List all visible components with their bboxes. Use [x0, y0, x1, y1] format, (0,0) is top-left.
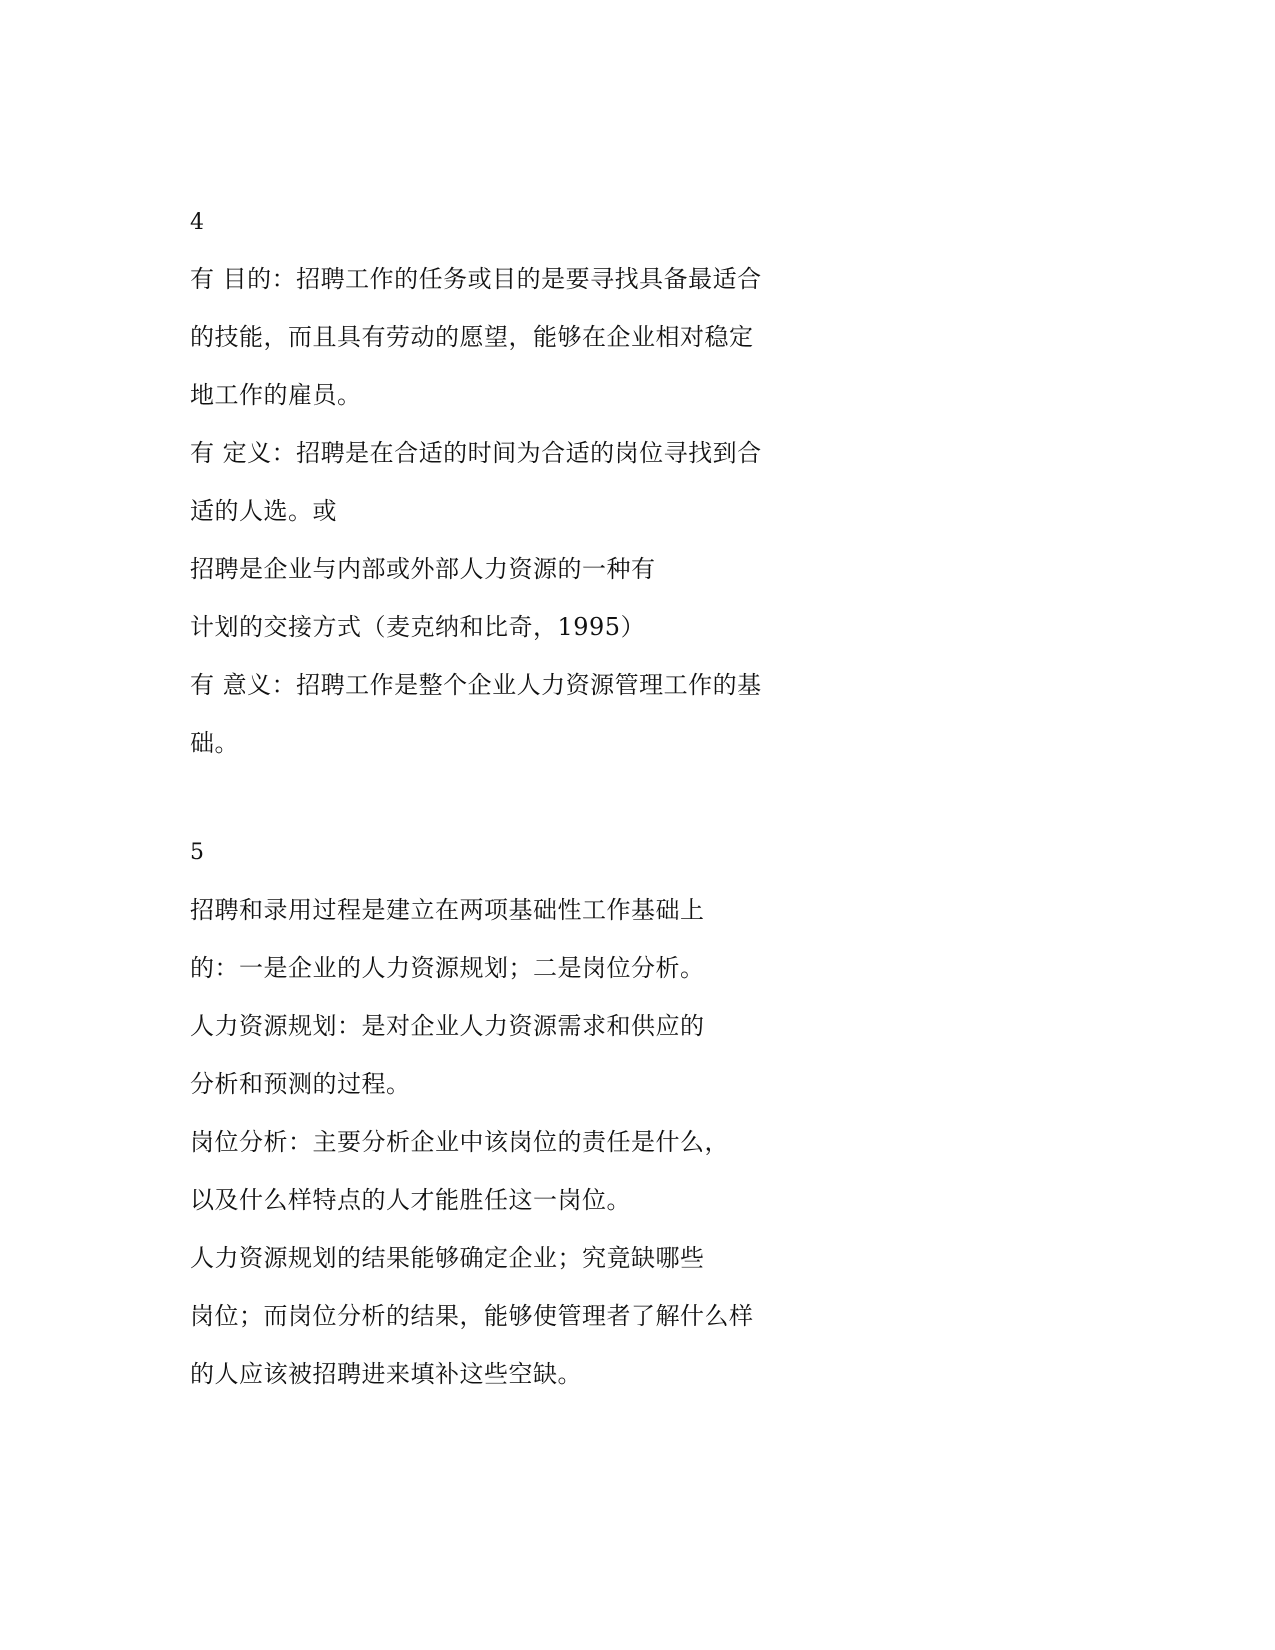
text-line: 计划的交接方式（麦克纳和比奇，1995）	[190, 613, 646, 641]
section-number: 4	[190, 210, 205, 235]
text-line: 有 目的：招聘工作的任务或目的是要寻找具备最适合	[190, 265, 762, 293]
text-line: 地工作的雇员。	[190, 381, 362, 409]
text-line: 有 定义：招聘是在合适的时间为合适的岗位寻找到合	[190, 439, 762, 467]
text-line: 的人应该被招聘进来填补这些空缺。	[190, 1360, 582, 1388]
text-line: 分析和预测的过程。	[190, 1070, 411, 1098]
text-line: 的：一是企业的人力资源规划；二是岗位分析。	[190, 954, 705, 982]
text-line: 岗位分析：主要分析企业中该岗位的责任是什么，	[190, 1128, 729, 1156]
text-line: 人力资源规划的结果能够确定企业；究竟缺哪些	[190, 1244, 705, 1272]
text-line: 招聘是企业与内部或外部人力资源的一种有	[190, 555, 656, 583]
text-line: 的技能，而且具有劳动的愿望，能够在企业相对稳定	[190, 323, 754, 351]
text-line: 岗位；而岗位分析的结果，能够使管理者了解什么样	[190, 1302, 754, 1330]
text-line: 以及什么样特点的人才能胜任这一岗位。	[190, 1186, 631, 1214]
text-line: 础。	[190, 729, 239, 757]
text-line: 招聘和录用过程是建立在两项基础性工作基础上	[190, 896, 705, 924]
text-line: 适的人选。或	[190, 497, 337, 525]
text-line: 有 意义：招聘工作是整个企业人力资源管理工作的基	[190, 671, 762, 699]
text-line: 人力资源规划：是对企业人力资源需求和供应的	[190, 1012, 705, 1040]
section-number: 5	[190, 840, 205, 865]
